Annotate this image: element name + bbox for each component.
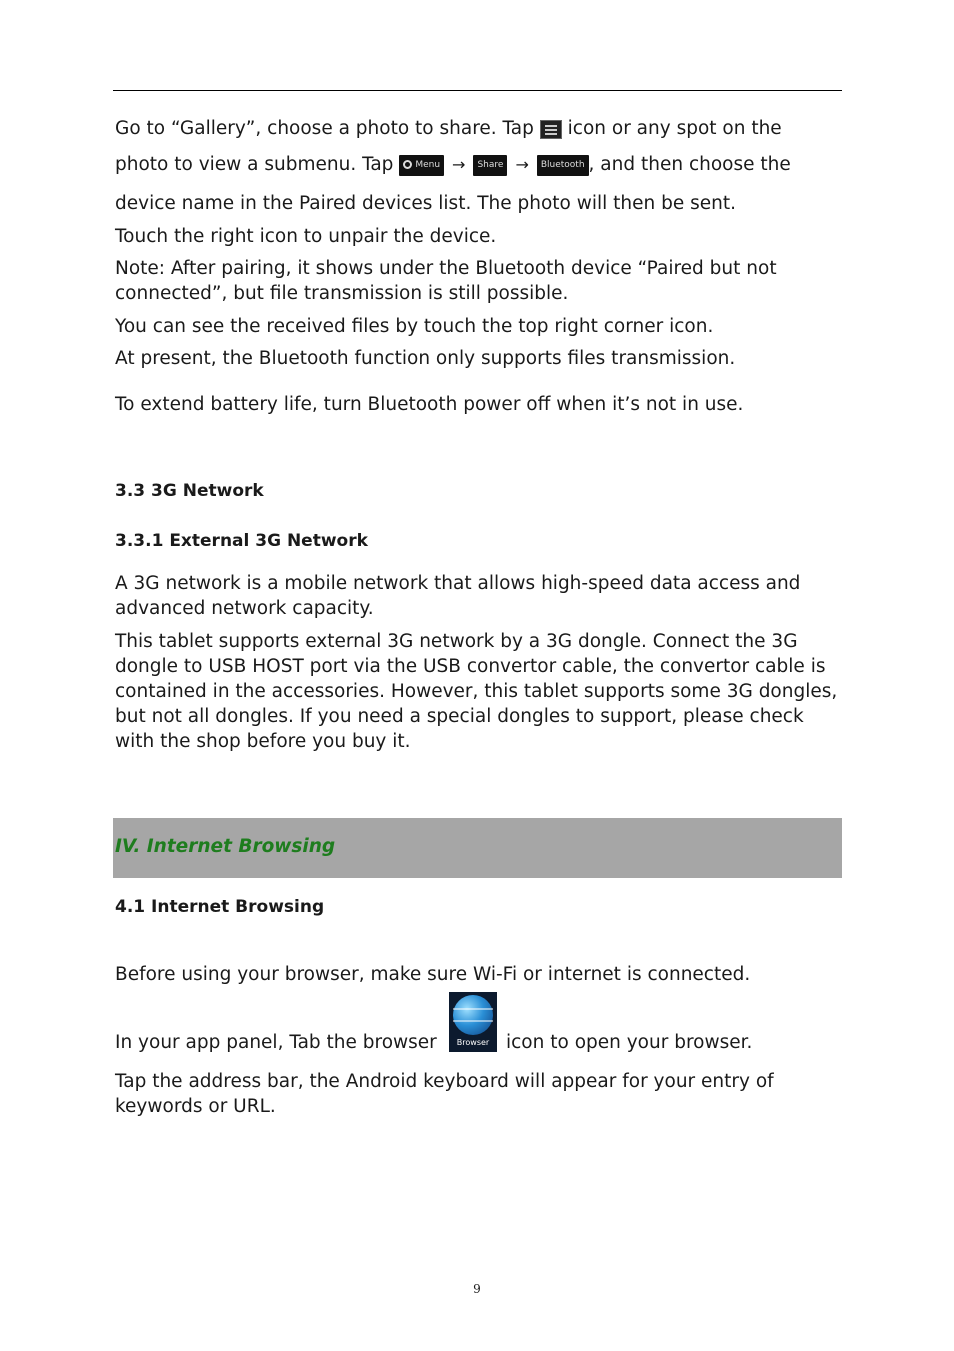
received-files-paragraph: You can see the received files by touch the top right corner icon. [115, 316, 714, 337]
bluetooth-function-paragraph: At present, the Bluetooth function only supports files transmission. [115, 348, 736, 369]
submenu-icon [540, 120, 562, 139]
section-heading-3-3-1: 3.3.1 External 3G Network [115, 531, 368, 551]
browser-icon [449, 992, 497, 1052]
battery-paragraph: To extend battery life, turn Bluetooth power off when it’s not in use. [115, 394, 744, 415]
gallery-share-instructions-3: device name in the Paired devices list. The photo will then be sent. [115, 193, 737, 214]
text-segment: photo to view a submenu. Tap [115, 154, 394, 175]
bluetooth-button-icon: Bluetooth [537, 155, 589, 176]
3g-dongle-paragraph: This tablet supports external 3G network by a 3G dongle. Connect the 3G dongle to USB HOST port via the USB convertor cable, the convertor cable is contained in the accessories. However, this tablet supports some 3G dongles, but not all dongles. If you need a special dongles to support, please check with the shop before you buy it. [115, 631, 838, 752]
app-panel-text: In your app panel, Tab the browser [115, 1032, 437, 1053]
text-segment: , and then choose the [588, 154, 791, 175]
wifi-paragraph: Before using your browser, make sure Wi-Fi or internet is connected. [115, 964, 751, 985]
address-bar-paragraph: Tap the address bar, the Android keyboard will appear for your entry of keywords or URL. [115, 1071, 774, 1117]
text-segment: icon or any spot on the [567, 118, 782, 139]
text-segment: Go to “Gallery”, choose a photo to share. Tap [115, 118, 534, 139]
gallery-share-instructions-2 [115, 152, 840, 177]
section-heading-4-1: 4.1 Internet Browsing [115, 897, 325, 917]
arrow: → [452, 155, 466, 174]
globe-icon [453, 995, 493, 1035]
share-button-icon: Share [473, 155, 507, 176]
page-number: 9 [473, 1282, 481, 1296]
gallery-share-instructions [115, 116, 840, 141]
unpair-paragraph: Touch the right icon to unpair the device. [115, 226, 497, 247]
note-paragraph: Note: After pairing, it shows under the Bluetooth device “Paired but not connected”, but file transmission is still possible. [115, 258, 777, 304]
3g-definition-paragraph: A 3G network is a mobile network that allows high-speed data access and advanced network capacity. [115, 573, 801, 619]
menu-button-icon: Menu [399, 155, 444, 176]
chapter-title: IV. Internet Browsing [115, 836, 336, 857]
section-heading-3-3: 3.3 3G Network [115, 481, 264, 501]
header-rule [113, 90, 842, 91]
browser-icon-label: Browser [456, 1038, 490, 1047]
arrow: → [515, 155, 529, 174]
open-browser-text: icon to open your browser. [506, 1032, 753, 1053]
